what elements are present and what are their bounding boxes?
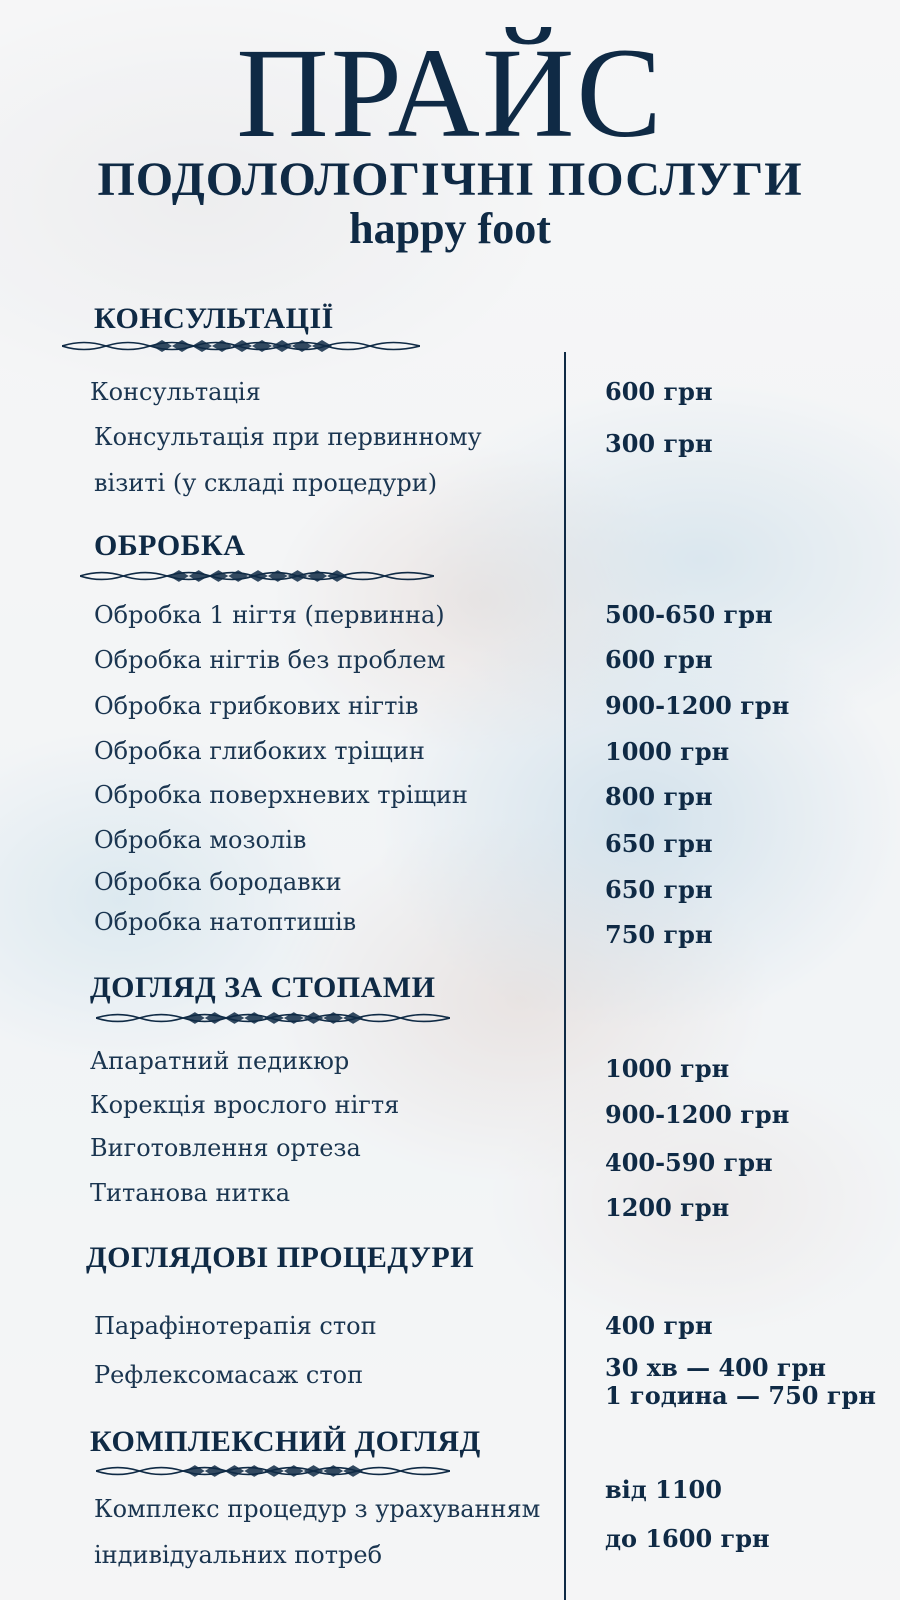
service-name-line2: візиті (у складі процедури): [94, 469, 438, 497]
service-name: Комплекс процедур з урахуванням: [94, 1495, 541, 1523]
section-title-foot-care: ДОГЛЯД ЗА СТОПАМИ: [90, 971, 436, 1004]
service-price-line2: 1 година — 750 грн: [605, 1381, 876, 1410]
service-price: 900-1200 грн: [605, 1100, 790, 1129]
service-name-line2: індивідуальних потреб: [94, 1541, 383, 1569]
page-subtitle: ПОДОЛОЛОГІЧНІ ПОСЛУГИ: [97, 153, 803, 206]
section-title-complex-care: КОМПЛЕКСНИЙ ДОГЛЯД: [90, 1425, 481, 1458]
service-price: 800 грн: [605, 782, 713, 811]
service-name: Обробка мозолів: [94, 826, 307, 854]
service-name: Обробка натоптишів: [94, 908, 357, 936]
ornament-divider: [96, 1463, 450, 1479]
ornament-divider: [96, 1010, 450, 1026]
service-name: Обробка 1 нігтя (первинна): [94, 601, 445, 629]
service-price: 1000 грн: [605, 737, 730, 766]
service-price: 30 хв — 400 грн: [605, 1353, 826, 1382]
service-price: 600 грн: [605, 645, 713, 674]
ornament-divider: [80, 568, 434, 584]
service-price: 1000 грн: [605, 1054, 730, 1083]
service-price: 500-650 грн: [605, 600, 773, 629]
service-name: Обробка бородавки: [94, 868, 342, 896]
service-price: 600 грн: [605, 377, 713, 406]
service-name: Консультація: [90, 378, 261, 406]
section-title-care-procedures: ДОГЛЯДОВІ ПРОЦЕДУРИ: [86, 1241, 475, 1274]
service-name: Корекція врослого нігтя: [90, 1091, 400, 1119]
service-name: Обробка нігтів без проблем: [94, 646, 446, 674]
service-price: 400 грн: [605, 1311, 713, 1340]
ornament-divider: [62, 338, 420, 354]
service-name: Виготовлення ортеза: [90, 1134, 361, 1162]
service-name: Рефлексомасаж стоп: [94, 1361, 364, 1389]
service-name: Обробка поверхневих тріщин: [94, 781, 468, 809]
service-name: Обробка глибоких тріщин: [94, 737, 425, 765]
service-name: Титанова нитка: [90, 1179, 291, 1207]
service-price: 300 грн: [605, 429, 713, 458]
service-price: від 1100: [605, 1475, 722, 1504]
service-price: 650 грн: [605, 875, 713, 904]
service-price: 400-590 грн: [605, 1148, 773, 1177]
page-title: ПРАЙС: [236, 22, 664, 164]
service-price: 1200 грн: [605, 1193, 730, 1222]
service-price: 900-1200 грн: [605, 691, 790, 720]
service-price: 750 грн: [605, 920, 713, 949]
section-title-consultations: КОНСУЛЬТАЦІЇ: [94, 302, 334, 335]
section-title-treatment: ОБРОБКА: [94, 529, 246, 562]
column-divider: [564, 352, 566, 1600]
service-name: Консультація при первинному: [94, 423, 482, 451]
service-name: Апаратний педикюр: [90, 1047, 350, 1075]
service-name: Обробка грибкових нігтів: [94, 692, 419, 720]
service-name: Парафінотерапія стоп: [94, 1312, 377, 1340]
brand-name: happy foot: [349, 204, 551, 253]
service-price-line2: до 1600 грн: [605, 1524, 770, 1553]
service-price: 650 грн: [605, 829, 713, 858]
